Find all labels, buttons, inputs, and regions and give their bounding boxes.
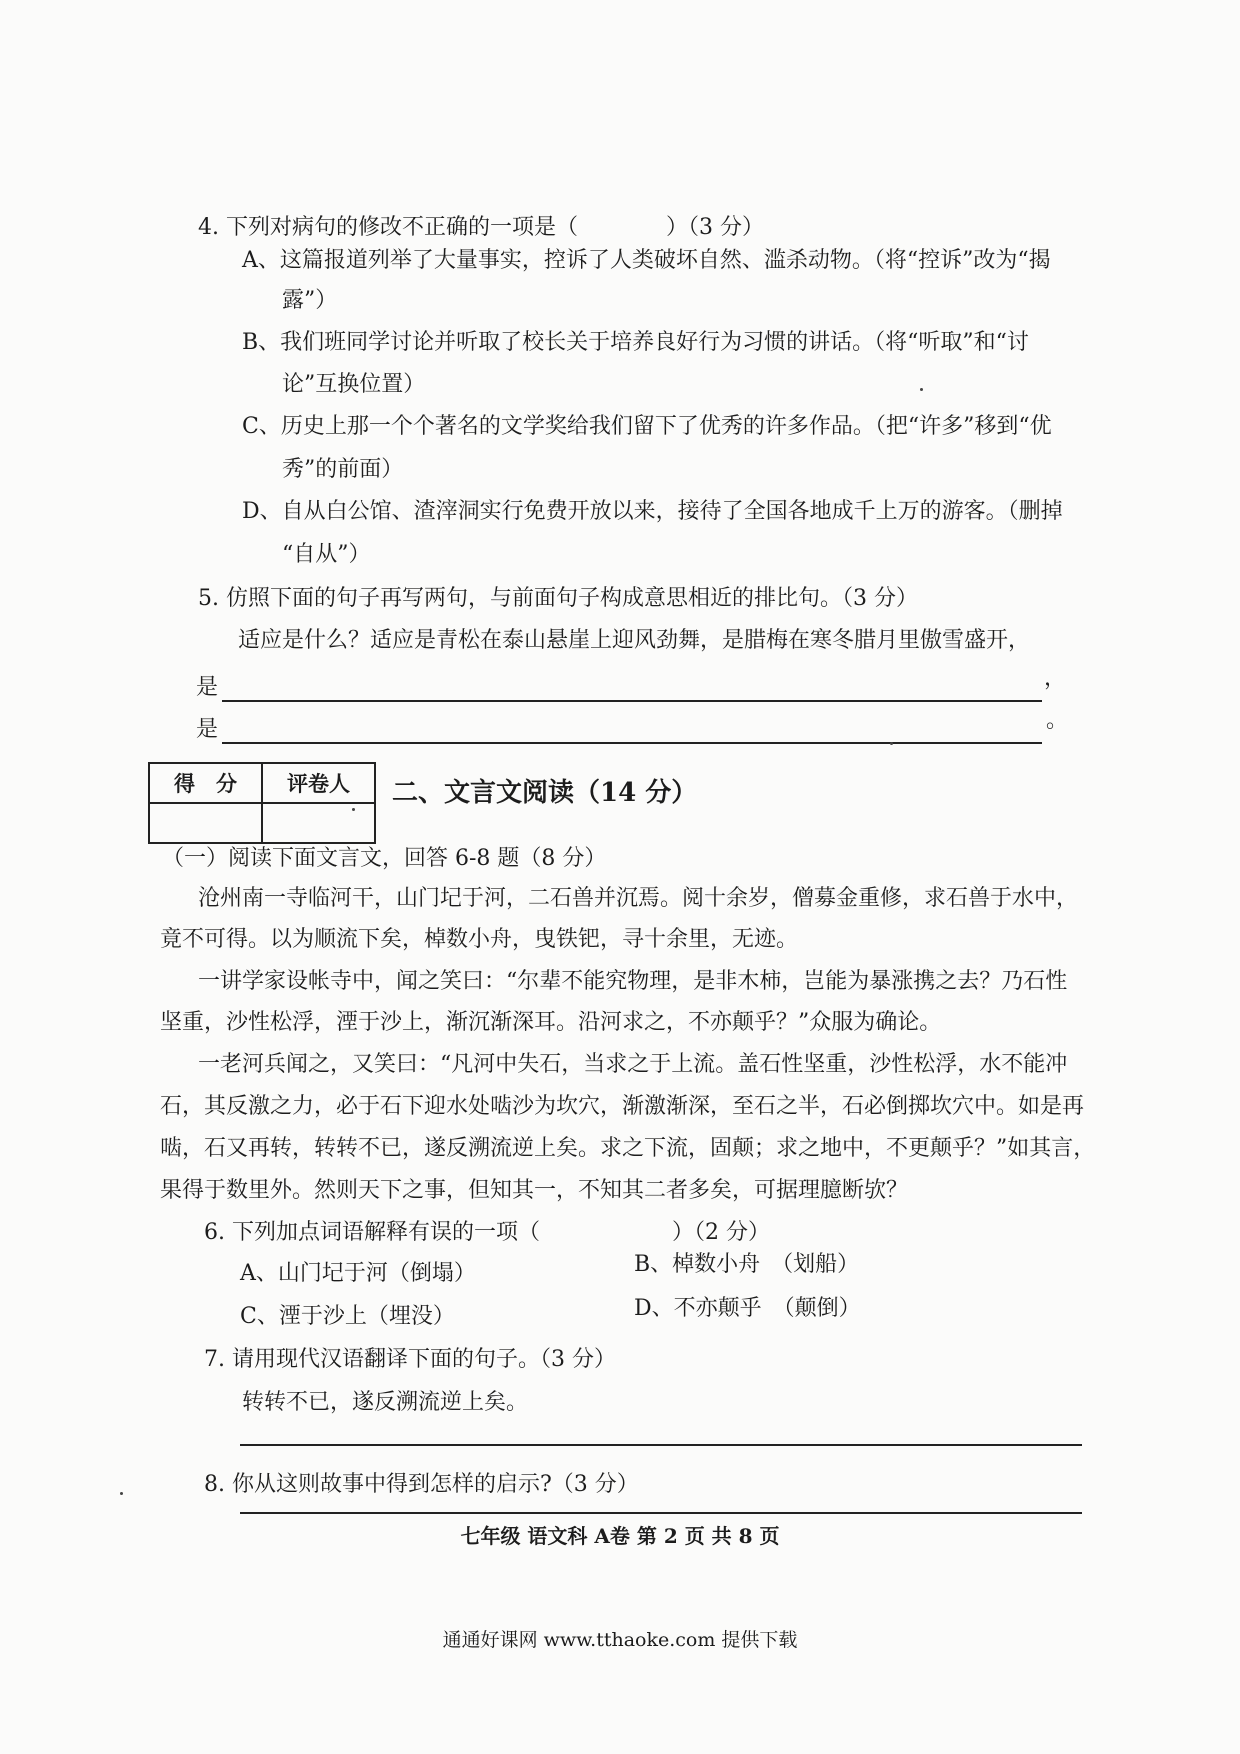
answer-blank-2-prefix: 是 [196, 717, 219, 742]
answer-blank-1-suffix: ， [1044, 666, 1067, 691]
grader-header: 评卷人 [262, 763, 375, 803]
scan-speck [920, 388, 923, 391]
passage-p2-line1: 一讲学家设帐寺中，闻之笑曰：“尔辈不能究物理，是非木柿，岂能为暴涨携之去？乃石性 [198, 969, 1068, 994]
passage-p1-line2: 竟不可得。以为顺流下矣，棹数小舟，曳铁钯，寻十余里，无迹。 [160, 927, 799, 952]
answer-blank-2-line[interactable] [222, 742, 1042, 744]
question-5-example: 适应是什么？适应是青松在泰山悬崖上迎风劲舞，是腊梅在寒冬腊月里傲雪盛开， [238, 628, 1031, 653]
passage-p3-line3: 啮，石又再转，转转不已，遂反溯流逆上矣。求之下流，固颠；求之地中，不更颠乎？”如其言， [160, 1136, 1096, 1161]
passage-p3-line2: 石，其反激之力，必于石下迎水处啮沙为坎穴，渐激渐深，至石之半，石必倒掷坎穴中。如是再 [160, 1094, 1085, 1119]
scan-speck [120, 1492, 123, 1495]
question-6-stem: 6. 下列加点词语解释有误的一项（ ）（2 分） [204, 1220, 770, 1245]
passage-p1-line1: 沧州南一寺临河干，山门圮于河，二石兽并沉焉。阅十余岁，僧募金重修，求石兽于水中， [198, 886, 1079, 911]
answer-blank-1-line[interactable] [222, 700, 1042, 702]
score-cell[interactable] [149, 803, 262, 843]
section-2-title: 二、文言文阅读（14 分） [392, 778, 698, 808]
question-4-option-d-line1: D、自从白公馆、渣滓洞实行免费开放以来，接待了全国各地成千上万的游客。（删掉 [242, 499, 1063, 524]
passage-p3-line4: 果得于数里外。然则天下之事，但知其一，不知其二者多矣，可据理臆断欤？ [160, 1178, 909, 1203]
page-footer: 七年级 语文科 A卷 第 2 页 共 8 页 [460, 1524, 780, 1548]
question-5-stem: 5. 仿照下面的句子再写两句，与前面句子构成意思相近的排比句。（3 分） [198, 586, 918, 611]
question-6-option-c: C、湮于沙上（埋没） [240, 1304, 455, 1329]
question-4-option-b-line2: 论”互换位置） [282, 372, 426, 397]
question-8-stem: 8. 你从这则故事中得到怎样的启示?（3 分） [204, 1472, 639, 1497]
question-6-option-b: B、棹数小舟 （划船） [634, 1252, 860, 1277]
download-watermark: 通通好课网 www.tthaoke.com 提供下载 [442, 1629, 798, 1651]
answer-blank-1-prefix: 是 [196, 675, 219, 700]
question-4-option-c-line1: C、历史上那一个个著名的文学奖给我们留下了优秀的许多作品。（把“许多”移到“优 [242, 414, 1052, 439]
question-4-option-c-line2: 秀”的前面） [282, 457, 404, 482]
question-4-option-a-line1: A、这篇报道列举了大量事实，控诉了人类破坏自然、滥杀动物。（将“控诉”改为“揭 [242, 248, 1051, 273]
scan-speck [352, 808, 355, 811]
question-7-sentence: 转转不已，遂反溯流逆上矣。 [242, 1390, 529, 1415]
question-4-option-b-line1: B、我们班同学讨论并听取了校长关于培养良好行为习惯的讲话。（将“听取”和“讨 [242, 330, 1029, 355]
grader-cell[interactable] [262, 803, 375, 843]
answer-blank-2-suffix: 。 [1046, 708, 1069, 733]
question-4-option-d-line2: “自从”） [282, 542, 371, 567]
passage-p2-line2: 坚重，沙性松浮，湮于沙上，渐沉渐深耳。沿河求之，不亦颠乎？”众服为确论。 [160, 1010, 942, 1035]
question-7-stem: 7. 请用现代汉语翻译下面的句子。（3 分） [204, 1347, 616, 1372]
question-6-option-d: D、不亦颠乎 （颠倒） [634, 1296, 861, 1321]
reading-intro: （一）阅读下面文言文，回答 6-8 题（8 分） [162, 846, 607, 871]
passage-p3-line1: 一老河兵闻之，又笑曰：“凡河中失石，当求之于上流。盖石性坚重，沙性松浮，水不能冲 [198, 1052, 1068, 1077]
score-box [148, 762, 376, 844]
question-8-answer-line[interactable] [240, 1512, 1082, 1514]
scan-speck [890, 742, 893, 745]
question-4-option-a-line2: 露”） [282, 288, 338, 313]
score-header: 得 分 [149, 763, 262, 803]
question-6-option-a: A、山门圮于河（倒塌） [240, 1261, 476, 1286]
question-7-answer-line[interactable] [240, 1444, 1082, 1446]
question-4-stem: 4. 下列对病句的修改不正确的一项是（ ）（3 分） [198, 215, 764, 240]
